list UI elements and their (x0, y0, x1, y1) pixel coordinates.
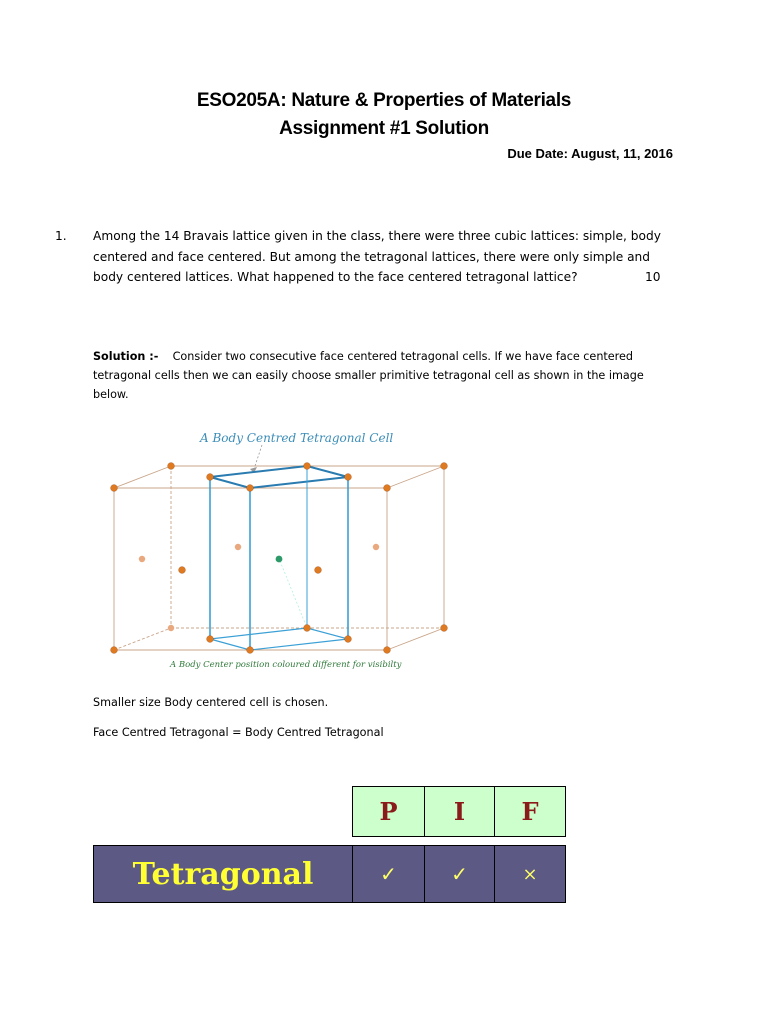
table-header-i: I (424, 786, 495, 837)
table-header-f: F (494, 786, 566, 837)
solution-text: Consider two consecutive face centered tetragonal cells. If we have face centered tetragonal cells then we can easily choose smaller primitive tetragonal cell as shown in the image below. (93, 350, 644, 401)
note-equivalence: Face Centred Tetragonal = Body Centred Tetragonal (93, 726, 384, 739)
solution-paragraph (93, 347, 673, 404)
table-cell-f: × (494, 845, 566, 903)
table-row-label: Tetragonal (93, 845, 353, 903)
table-cell-p: ✓ (352, 845, 425, 903)
caption-pointer (254, 445, 262, 469)
due-date: Due Date: August, 11, 2016 (507, 146, 673, 161)
figure-caption-bottom: A Body Center position coloured different for visibilty (170, 660, 402, 670)
table-header-p: P (352, 786, 425, 837)
body-center-atom (276, 556, 283, 563)
document-title: ESO205A: Nature & Properties of Materials (196, 90, 572, 111)
document-subtitle: Assignment #1 Solution (279, 118, 489, 139)
solution-label: Solution :- (93, 350, 159, 363)
note-smaller-cell: Smaller size Body centered cell is chosen. (93, 696, 329, 709)
tetragonal-lattice-figure (100, 425, 460, 675)
faint-atoms (139, 544, 379, 631)
question-marks: 10 (645, 270, 661, 284)
figure-caption-top: A Body Centred Tetragonal Cell (200, 431, 394, 445)
question-number: 1. (55, 229, 67, 243)
table-cell-i: ✓ (424, 845, 495, 903)
question-text: Among the 14 Bravais lattice given in the class, there were three cubic lattices: simple, body centered and face centered. But among the tetragonal lattices, there were only simple and body centered lattices. What happened to the face centered tetragonal lattice? (93, 229, 661, 284)
center-pointer (280, 561, 307, 628)
